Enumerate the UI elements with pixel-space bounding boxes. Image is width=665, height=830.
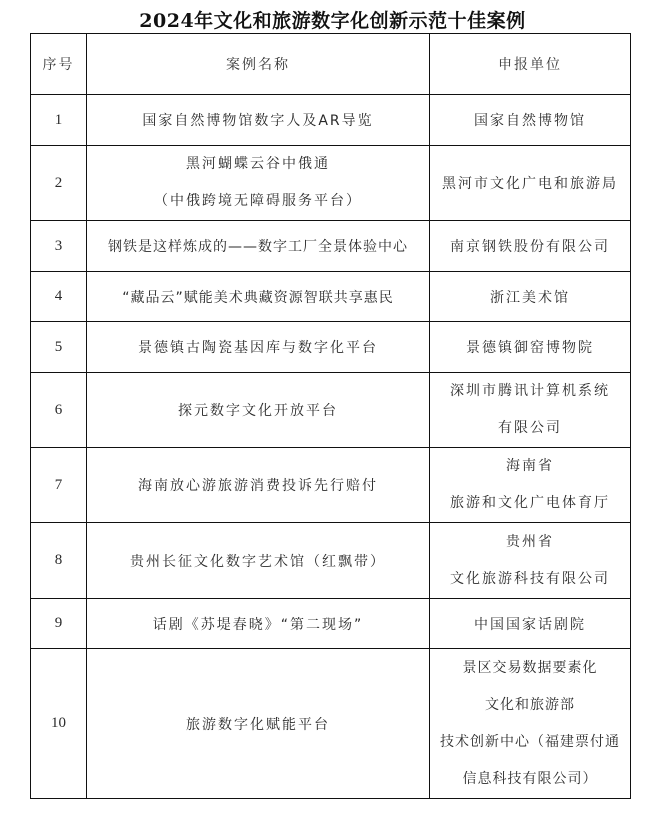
unit-line: 深圳市腾讯计算机系统 <box>450 383 610 399</box>
table-row <box>31 523 631 599</box>
case-name-line: 探元数字文化开放平台 <box>178 403 338 419</box>
row-index: 2 <box>31 146 87 221</box>
unit-line: 浙江美术馆 <box>490 289 570 306</box>
unit-line: 黑河市文化广电和旅游局 <box>442 176 618 192</box>
table-row <box>31 373 631 448</box>
unit-line: 技术创新中心（福建票付通 <box>440 733 620 750</box>
applicant-unit <box>430 322 631 373</box>
table-row <box>31 221 631 272</box>
case-name-line: 贵州长征文化数字艺术馆（红飘带） <box>130 553 386 570</box>
case-name <box>87 599 430 649</box>
document-title: 2024年文化和旅游数字化创新示范十佳案例 <box>139 10 526 32</box>
applicant-unit <box>430 272 631 322</box>
case-name <box>87 523 430 599</box>
applicant-unit <box>430 599 631 649</box>
applicant-unit <box>430 221 631 272</box>
table-row <box>31 322 631 373</box>
applicant-unit <box>430 523 631 599</box>
case-name-line: 黑河蝴蝶云谷中俄通 <box>186 156 330 172</box>
applicant-unit <box>430 448 631 523</box>
unit-line: 文化和旅游部 <box>485 696 575 713</box>
case-name <box>87 221 430 272</box>
table-row <box>31 95 631 146</box>
unit-line: 景德镇御窑博物院 <box>466 340 594 356</box>
case-name-line: 钢铁是这样炼成的——数字工厂全景体验中心 <box>108 239 408 255</box>
case-name <box>87 95 430 146</box>
applicant-unit <box>430 146 631 221</box>
unit-line: 贵州省 <box>506 533 554 550</box>
unit-line: 文化旅游科技有限公司 <box>450 570 610 587</box>
table-row <box>31 599 631 649</box>
row-index: 4 <box>31 272 87 322</box>
unit-line: 国家自然博物馆 <box>474 113 586 129</box>
row-index: 8 <box>31 523 87 599</box>
table-row <box>31 649 631 799</box>
case-name <box>87 649 430 799</box>
row-index: 10 <box>31 649 87 799</box>
case-name-line: 景德镇古陶瓷基因库与数字化平台 <box>138 340 378 356</box>
case-name-line: 海南放心游旅游消费投诉先行赔付 <box>138 478 378 494</box>
case-name-line: 旅游数字化赋能平台 <box>186 716 330 733</box>
header-case-name: 案例名称 <box>87 34 430 95</box>
case-name <box>87 448 430 523</box>
row-index: 1 <box>31 95 87 146</box>
case-name <box>87 322 430 373</box>
row-index: 5 <box>31 322 87 373</box>
applicant-unit <box>430 649 631 799</box>
row-index: 3 <box>31 221 87 272</box>
unit-line: 景区交易数据要素化 <box>462 659 598 676</box>
case-name <box>87 272 430 322</box>
header-index: 序号 <box>31 34 87 95</box>
case-name-line: 国家自然博物馆数字人及AR导览 <box>142 113 374 129</box>
row-index: 7 <box>31 448 87 523</box>
unit-line: 中国国家话剧院 <box>474 616 586 633</box>
row-index: 6 <box>31 373 87 448</box>
case-name-line: 话剧《苏堤春晓》“第二现场” <box>152 616 364 633</box>
unit-line: 南京钢铁股份有限公司 <box>450 239 610 255</box>
header-applicant-unit: 申报单位 <box>430 34 631 95</box>
case-name <box>87 146 430 221</box>
table-row <box>31 146 631 221</box>
unit-line: 有限公司 <box>498 420 562 436</box>
cases-table <box>30 33 631 799</box>
unit-line: 海南省 <box>506 458 554 474</box>
table-header-row <box>31 34 631 95</box>
row-index: 9 <box>31 599 87 649</box>
case-name <box>87 373 430 448</box>
unit-line: 信息科技有限公司） <box>462 770 598 787</box>
applicant-unit <box>430 95 631 146</box>
table-row <box>31 272 631 322</box>
unit-line: 旅游和文化广电体育厅 <box>450 495 610 511</box>
case-name-line: “藏品云”赋能美术典藏资源智联共享惠民 <box>122 289 394 306</box>
case-name-line: （中俄跨境无障碍服务平台） <box>154 193 362 209</box>
table-row <box>31 448 631 523</box>
applicant-unit <box>430 373 631 448</box>
